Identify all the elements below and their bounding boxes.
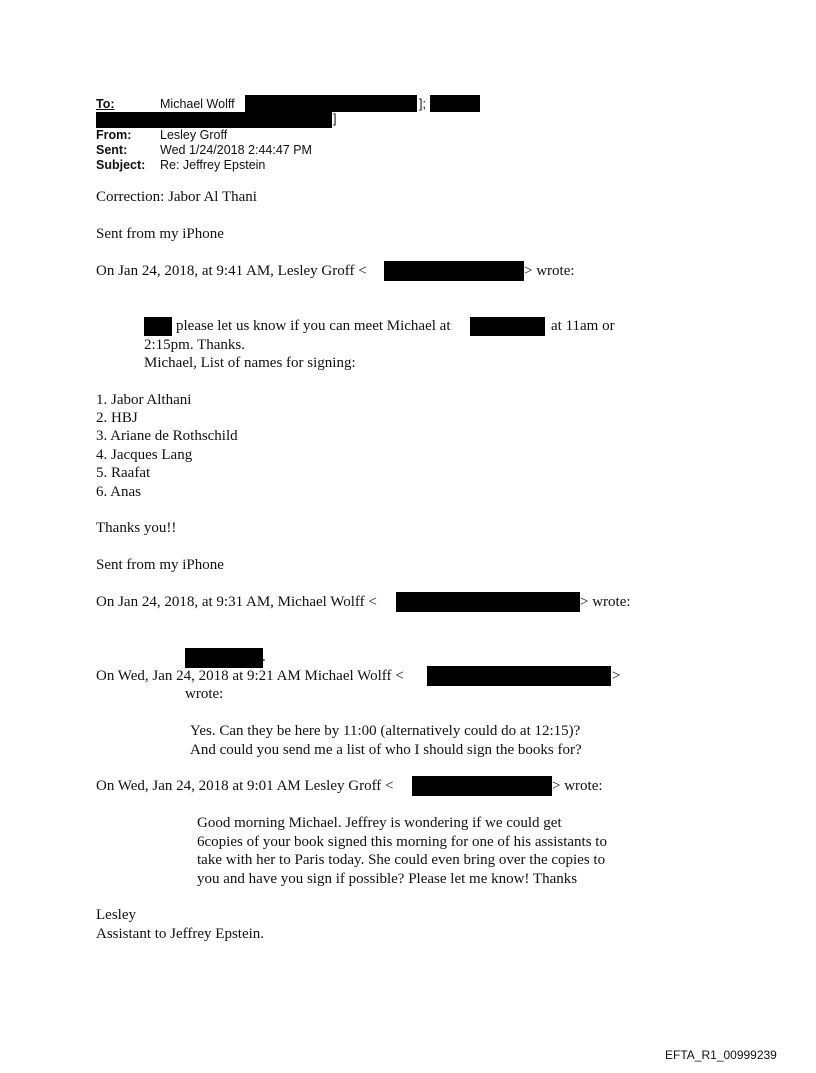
redaction-block [396, 592, 580, 612]
redaction-block [412, 776, 552, 796]
redaction-block [427, 666, 611, 686]
request-line-d: Michael, List of names for signing: [144, 355, 356, 371]
to-name: Michael Wolff [160, 97, 235, 111]
list-item: 6. Anas [96, 484, 141, 500]
list-item: 4. Jacques Lang [96, 447, 193, 463]
quote-header-1: On Jan 24, 2018, at 9:41 AM, Lesley Groff < [96, 263, 367, 279]
from-value: Lesley Groff [160, 128, 228, 142]
wolff-reply-line: Yes. Can they be here by 11:00 (alternatively could do at 12:15)? [190, 723, 581, 739]
correction-line: Correction: Jabor Al Thani [96, 189, 257, 205]
to-close: ] [333, 112, 337, 126]
document-id: EFTA_R1_00999239 [665, 1048, 777, 1062]
signature-name: Lesley [96, 907, 136, 923]
request-line-c: 2:15pm. Thanks. [144, 337, 245, 353]
redaction-block [245, 95, 417, 112]
redaction-block [144, 317, 172, 336]
quote-header-1-end: > wrote: [524, 263, 575, 279]
subject-label: Subject: [96, 158, 146, 172]
to-separator: ]; [419, 97, 426, 111]
quote-header-4-end: > wrote: [552, 778, 603, 794]
wolff-reply-line: And could you send me a list of who I should sign the books for? [190, 742, 582, 758]
quote-header-2-end: > wrote: [580, 594, 631, 610]
quote-header-2: On Jan 24, 2018, at 9:31 AM, Michael Wolff < [96, 594, 377, 610]
groff-line: 6copies of your book signed this morning for one of his assistants to [197, 834, 607, 850]
request-line-b: at 11am or [551, 318, 615, 334]
subject-value: Re: Jeffrey Epstein [160, 158, 266, 172]
period: . [262, 649, 266, 665]
redaction-block [430, 95, 480, 112]
redaction-block [384, 261, 524, 281]
list-item: 5. Raafat [96, 465, 151, 481]
to-label: To: [96, 97, 115, 111]
list-item: 3. Ariane de Rothschild [96, 428, 238, 444]
quote-header-3: On Wed, Jan 24, 2018 at 9:21 AM Michael Wolff < [96, 668, 404, 684]
signature-title: Assistant to Jeffrey Epstein. [96, 926, 265, 942]
list-item: 1. Jabor Althani [96, 392, 192, 408]
redaction-block [185, 648, 263, 668]
quote-header-3-end: > [612, 668, 621, 684]
redaction-block [96, 112, 332, 128]
request-line-a: please let us know if you can meet Michael at [176, 318, 451, 334]
redaction-block [470, 317, 545, 336]
thanks-line: Thanks you!! [96, 520, 177, 536]
quote-header-4: On Wed, Jan 24, 2018 at 9:01 AM Lesley Groff < [96, 778, 394, 794]
groff-line: you and have you sign if possible? Please let me know! Thanks [197, 871, 578, 887]
sent-label: Sent: [96, 143, 128, 157]
quote-header-3-wrote: wrote: [185, 686, 224, 702]
groff-line: Good morning Michael. Jeffrey is wondering if we could get [197, 815, 562, 831]
groff-line: take with her to Paris today. She could even bring over the copies to [197, 852, 606, 868]
sent-value: Wed 1/24/2018 2:44:47 PM [160, 143, 312, 157]
from-label: From: [96, 128, 132, 142]
list-item: 2. HBJ [96, 410, 138, 426]
sent-from-iphone: Sent from my iPhone [96, 557, 224, 573]
sent-from-iphone: Sent from my iPhone [96, 226, 224, 242]
